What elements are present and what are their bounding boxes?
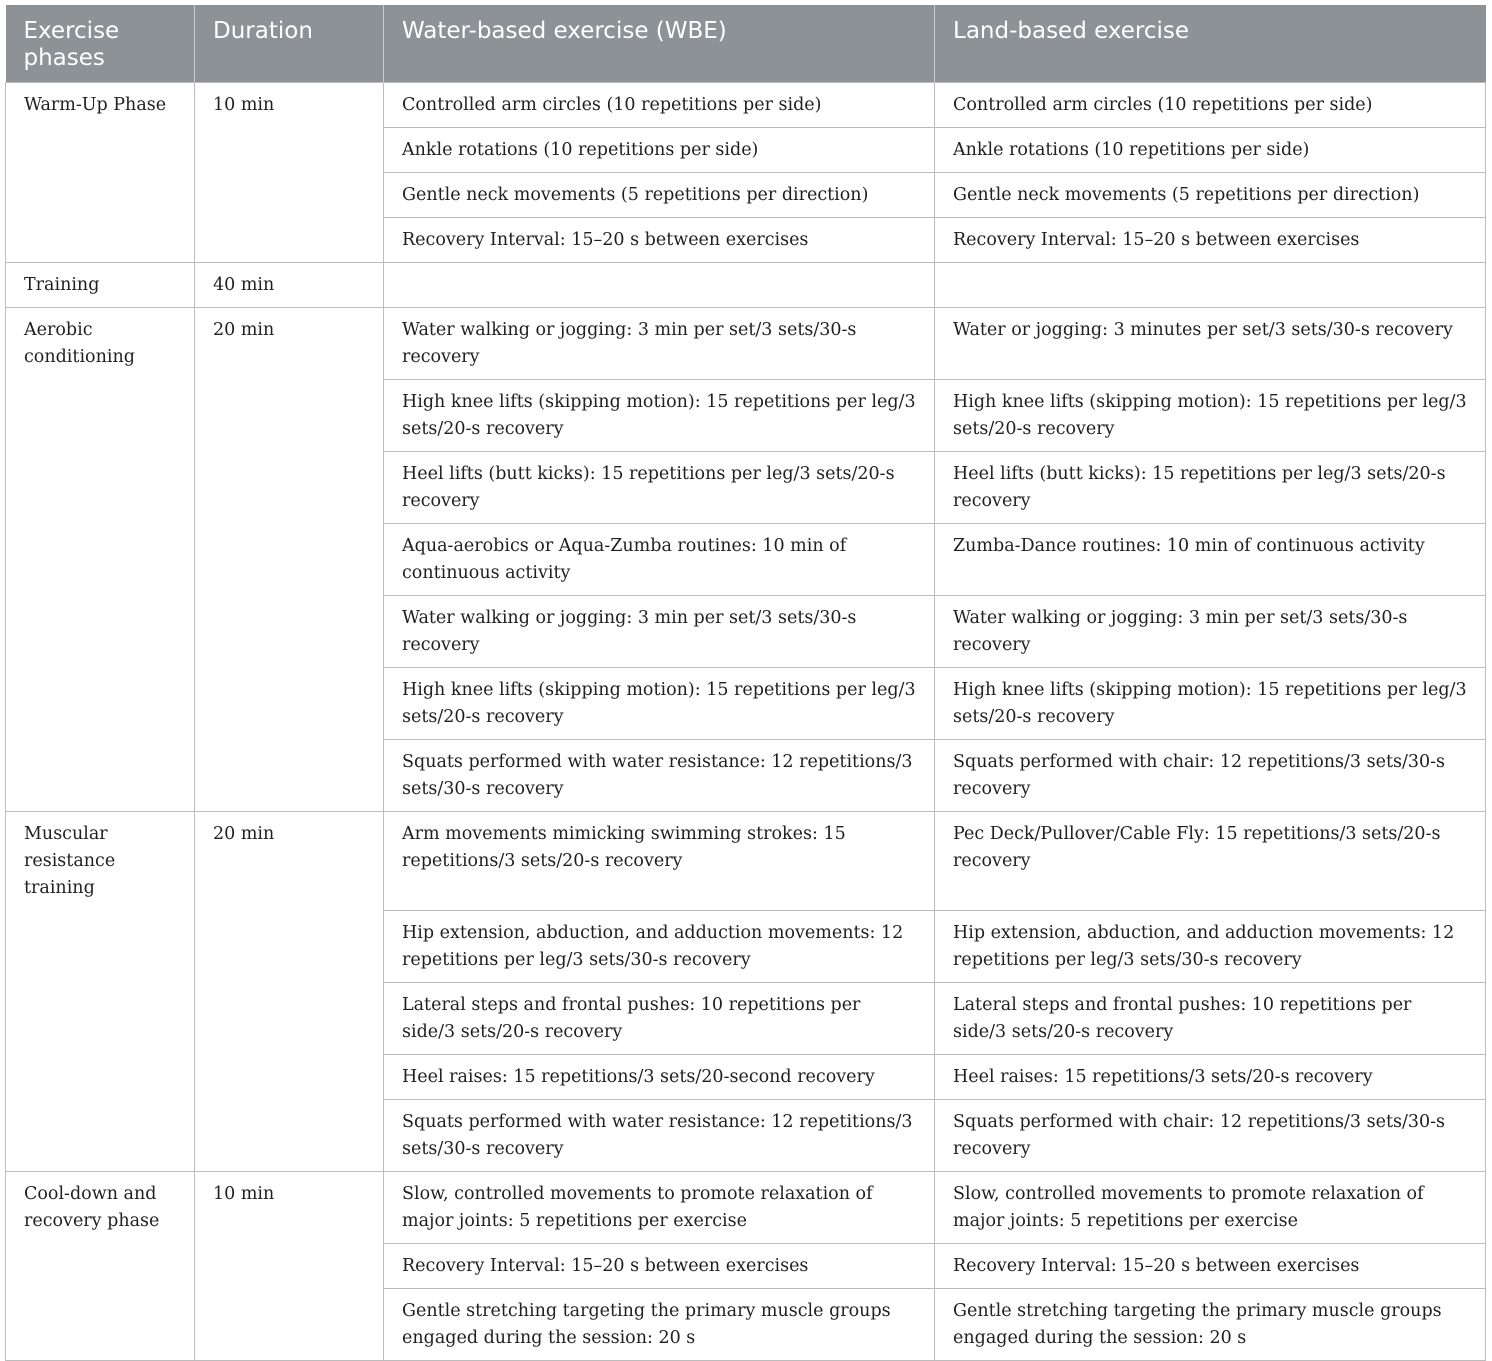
land-exercise-cell: Slow, controlled movements to promote relaxation of major joints: 5 repetitions per exercise: [935, 1172, 1486, 1244]
wbe-exercise-cell: Squats performed with water resistance: 12 repetitions/3 sets/30-s recovery: [384, 740, 935, 812]
wbe-exercise-cell: Water walking or jogging: 3 min per set/3 sets/30-s recovery: [384, 308, 935, 380]
phase-duration-cell: 10 min: [195, 1172, 384, 1361]
wbe-exercise-cell: Heel lifts (butt kicks): 15 repetitions per leg/3 sets/20-s recovery: [384, 452, 935, 524]
wbe-exercise-cell: High knee lifts (skipping motion): 15 repetitions per leg/3 sets/20-s recovery: [384, 380, 935, 452]
land-exercise-cell: High knee lifts (skipping motion): 15 repetitions per leg/3 sets/20-s recovery: [935, 668, 1486, 740]
land-exercise-cell: High knee lifts (skipping motion): 15 repetitions per leg/3 sets/20-s recovery: [935, 380, 1486, 452]
land-exercise-cell: Gentle neck movements (5 repetitions per direction): [935, 173, 1486, 218]
land-exercise-cell: Recovery Interval: 15–20 s between exercises: [935, 218, 1486, 263]
phase-name-cell: Cool-down and recovery phase: [6, 1172, 195, 1361]
land-exercise-cell: Gentle stretching targeting the primary muscle groups engaged during the session: 20 s: [935, 1289, 1486, 1361]
phase-name-cell: Aerobic conditioning: [6, 308, 195, 812]
phase-duration-cell: 40 min: [195, 263, 384, 308]
header-duration: Duration: [195, 5, 384, 83]
land-exercise-cell: Water walking or jogging: 3 min per set/3 sets/30-s recovery: [935, 596, 1486, 668]
table-row: [6, 308, 1486, 380]
wbe-exercise-cell: Lateral steps and frontal pushes: 10 repetitions per side/3 sets/20-s recovery: [384, 983, 935, 1055]
wbe-exercise-cell: High knee lifts (skipping motion): 15 repetitions per leg/3 sets/20-s recovery: [384, 668, 935, 740]
land-exercise-cell: Hip extension, abduction, and adduction movements: 12 repetitions per leg/3 sets/30-s recovery: [935, 911, 1486, 983]
phase-duration-cell: 20 min: [195, 812, 384, 1172]
wbe-exercise-cell: Hip extension, abduction, and adduction movements: 12 repetitions per leg/3 sets/30-s recovery: [384, 911, 935, 983]
phase-duration-cell: 10 min: [195, 83, 384, 263]
phase-duration-cell: 20 min: [195, 308, 384, 812]
header-land-based-exercise: Land-based exercise: [935, 5, 1486, 83]
land-exercise-cell: Ankle rotations (10 repetitions per side): [935, 128, 1486, 173]
wbe-exercise-cell: Heel raises: 15 repetitions/3 sets/20-second recovery: [384, 1055, 935, 1100]
wbe-exercise-cell: Arm movements mimicking swimming strokes: 15 repetitions/3 sets/20-s recovery: [384, 812, 935, 911]
wbe-exercise-cell: [384, 263, 935, 308]
table-row: [6, 83, 1486, 128]
header-exercise-phases: Exercise phases: [6, 5, 195, 83]
wbe-exercise-cell: Aqua-aerobics or Aqua-Zumba routines: 10 min of continuous activity: [384, 524, 935, 596]
phase-name-cell: Warm-Up Phase: [6, 83, 195, 263]
wbe-exercise-cell: Gentle neck movements (5 repetitions per direction): [384, 173, 935, 218]
land-exercise-cell: Heel raises: 15 repetitions/3 sets/20-s recovery: [935, 1055, 1486, 1100]
table-row: [6, 1172, 1486, 1244]
phase-name-cell: Muscular resistance training: [6, 812, 195, 1172]
wbe-exercise-cell: Gentle stretching targeting the primary muscle groups engaged during the session: 20 s: [384, 1289, 935, 1361]
land-exercise-cell: Water or jogging: 3 minutes per set/3 sets/30-s recovery: [935, 308, 1486, 380]
exercise-protocol-table: [5, 5, 1486, 1361]
wbe-exercise-cell: Recovery Interval: 15–20 s between exercises: [384, 218, 935, 263]
land-exercise-cell: Heel lifts (butt kicks): 15 repetitions per leg/3 sets/20-s recovery: [935, 452, 1486, 524]
wbe-exercise-cell: Water walking or jogging: 3 min per set/3 sets/30-s recovery: [384, 596, 935, 668]
wbe-exercise-cell: Slow, controlled movements to promote relaxation of major joints: 5 repetitions per exercise: [384, 1172, 935, 1244]
land-exercise-cell: Pec Deck/Pullover/Cable Fly: 15 repetitions/3 sets/20-s recovery: [935, 812, 1486, 911]
land-exercise-cell: Recovery Interval: 15–20 s between exercises: [935, 1244, 1486, 1289]
land-exercise-cell: [935, 263, 1486, 308]
table-row: [6, 812, 1486, 911]
land-exercise-cell: Lateral steps and frontal pushes: 10 repetitions per side/3 sets/20-s recovery: [935, 983, 1486, 1055]
wbe-exercise-cell: Ankle rotations (10 repetitions per side): [384, 128, 935, 173]
header-water-based-exercise: Water-based exercise (WBE): [384, 5, 935, 83]
land-exercise-cell: Squats performed with chair: 12 repetitions/3 sets/30-s recovery: [935, 1100, 1486, 1172]
phase-name-cell: Training: [6, 263, 195, 308]
header-row: [6, 5, 1486, 83]
land-exercise-cell: Squats performed with chair: 12 repetitions/3 sets/30-s recovery: [935, 740, 1486, 812]
wbe-exercise-cell: Recovery Interval: 15–20 s between exercises: [384, 1244, 935, 1289]
land-exercise-cell: Zumba-Dance routines: 10 min of continuous activity: [935, 524, 1486, 596]
wbe-exercise-cell: Squats performed with water resistance: 12 repetitions/3 sets/30-s recovery: [384, 1100, 935, 1172]
table-header: [6, 5, 1486, 83]
table-body: [6, 83, 1486, 1361]
wbe-exercise-cell: Controlled arm circles (10 repetitions per side): [384, 83, 935, 128]
table-row: [6, 263, 1486, 308]
land-exercise-cell: Controlled arm circles (10 repetitions per side): [935, 83, 1486, 128]
